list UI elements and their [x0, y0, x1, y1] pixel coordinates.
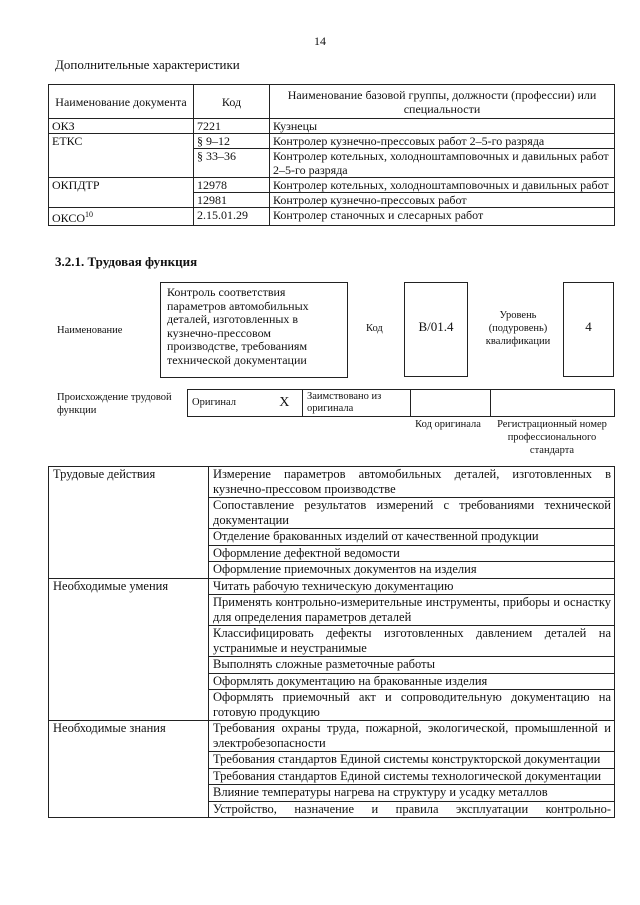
table-row — [49, 119, 615, 134]
code-cell: 2.15.01.29 — [194, 208, 270, 226]
name-cell: Контролер станочных и слесарных работ — [270, 208, 615, 226]
table-row — [49, 134, 615, 149]
name-cell: Контролер кузнечно-прессовых работ 2–5-го разряда — [270, 134, 615, 149]
table-row — [49, 208, 615, 226]
header-document-name: Наименование документа — [49, 85, 194, 119]
code-cell: 12981 — [194, 193, 270, 208]
original-mark: X — [267, 390, 303, 417]
table-row — [49, 578, 615, 595]
footnote-mark: 10 — [85, 210, 94, 219]
actions-label: Трудовые действия — [49, 467, 209, 579]
list-item: Выполнять сложные разметочные работы — [209, 657, 615, 674]
name-cell: Контролер котельных, холодноштамповочных и давильных работ — [270, 178, 615, 193]
name-cell: Контролер котельных, холодноштамповочных и давильных работ 2–5-го разряда — [270, 149, 615, 178]
list-item: Отделение бракованных изделий от качественной продукции — [209, 529, 615, 546]
list-item: Применять контрольно-измерительные инструменты, приборы и оснастку для определения параметров деталей — [209, 595, 615, 626]
qualification-level-box: 4 — [563, 282, 614, 377]
reg-number-label: Регистрационный номер профессионального стандарта — [497, 419, 607, 456]
name-cell: Кузнецы — [270, 119, 615, 134]
doc-cell: ЕТКС — [49, 134, 194, 178]
doc-cell — [49, 208, 194, 226]
additional-characteristics-table — [48, 84, 615, 226]
table-row — [49, 721, 615, 752]
origin-label: Происхождение трудовой функции — [57, 392, 172, 416]
doc-cell: ОКПДТР — [49, 178, 194, 208]
reg-number-cell — [491, 390, 615, 417]
doc-cell: ОКЗ — [49, 119, 194, 134]
list-item: Читать рабочую техническую документацию — [209, 578, 615, 595]
table-row — [49, 467, 615, 498]
list-item: Измерение параметров автомобильных деталей, изготовленных в кузнечно-прессовом производстве — [209, 467, 615, 498]
qualification-level-label: Уровень (подуровень) квалификации — [485, 310, 551, 347]
list-item: Оформлять приемочный акт и сопроводительную документацию на готовую продукцию — [209, 690, 615, 721]
list-item: Сопоставление результатов измерений с требованиями технической документации — [209, 498, 615, 529]
code-cell: § 33–36 — [194, 149, 270, 178]
code-cell: 7221 — [194, 119, 270, 134]
list-item: Требования стандартов Единой системы конструкторской документации — [209, 752, 615, 769]
original-code-cell — [411, 390, 491, 417]
list-item: Требования стандартов Единой системы технологической документации — [209, 768, 615, 785]
name-cell: Контролер кузнечно-прессовых работ — [270, 193, 615, 208]
origin-table — [187, 389, 615, 417]
additional-characteristics-title: Дополнительные характеристики — [55, 57, 240, 72]
header-code: Код — [194, 85, 270, 119]
borrowed-label: Заимствовано из оригинала — [303, 390, 411, 417]
list-item: Устройство, назначение и правила эксплуатации контрольно- — [209, 801, 615, 818]
code-cell: § 9–12 — [194, 134, 270, 149]
table-header-row — [49, 85, 615, 119]
function-name-box: Контроль соответствия параметров автомобильных деталей, изготовленных в кузнечно-прессовом производстве, требованиям технической документации — [160, 282, 348, 378]
skills-label: Необходимые умения — [49, 578, 209, 721]
list-item: Влияние температуры нагрева на структуру и усадку металлов — [209, 785, 615, 802]
code-cell: 12978 — [194, 178, 270, 193]
list-item: Оформление приемочных документов на изделия — [209, 562, 615, 579]
original-code-label: Код оригинала — [415, 419, 481, 430]
table-row — [49, 178, 615, 193]
labor-function-title: 3.2.1. Трудовая функция — [55, 254, 198, 269]
list-item: Классифицировать дефекты изготовленных давлением деталей на устранимые и неустранимые — [209, 626, 615, 657]
function-code-box: В/01.4 — [404, 282, 468, 377]
list-item: Оформление дефектной ведомости — [209, 545, 615, 562]
header-group-name: Наименование базовой группы, должности (профессии) или специальности — [270, 85, 615, 119]
knowledge-label: Необходимые знания — [49, 721, 209, 818]
original-label: Оригинал — [188, 390, 267, 417]
list-item: Требования охраны труда, пожарной, экологической, промышленной и электробезопасности — [209, 721, 615, 752]
labor-table — [48, 466, 615, 818]
name-label: Наименование — [57, 325, 123, 336]
code-label: Код — [366, 323, 383, 334]
doc-name: ОКСО — [52, 211, 86, 225]
list-item: Оформлять документацию на бракованные изделия — [209, 673, 615, 690]
page-number: 14 — [314, 34, 326, 48]
